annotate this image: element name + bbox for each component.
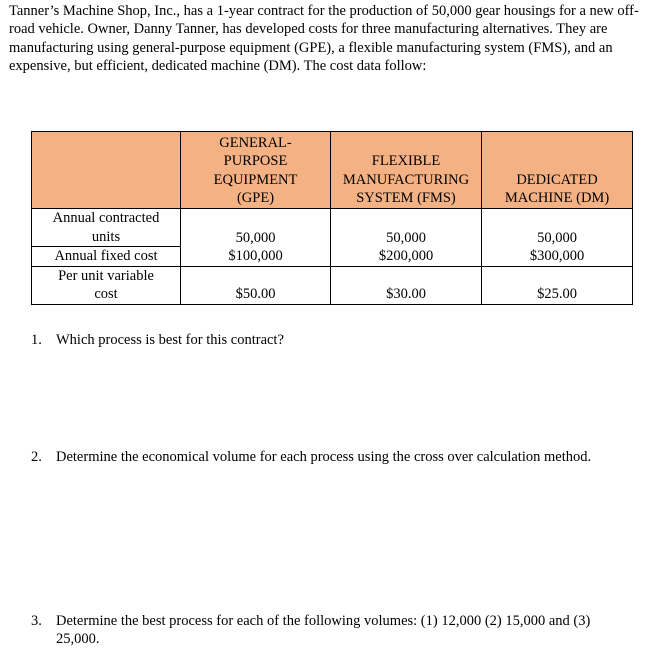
cell-fms-units-fixed: 50,000 $200,000 — [331, 209, 482, 267]
row-label-units: Annual contracted units — [32, 209, 181, 247]
row-label-fixed-cost: Annual fixed cost — [32, 247, 181, 267]
question-3 — [31, 612, 631, 649]
header-fms: FLEXIBLE MANUFACTURING SYSTEM (FMS) — [331, 132, 482, 209]
header-gpe: GENERAL- PURPOSE EQUIPMENT (GPE) — [181, 132, 331, 209]
question-number: 3. — [31, 613, 42, 629]
cell-gpe-units-fixed: 50,000 $100,000 — [181, 209, 331, 267]
cost-data-table — [31, 131, 633, 305]
cell-dm-units-fixed: 50,000 $300,000 — [482, 209, 633, 267]
table-header-row — [32, 132, 633, 209]
cell-gpe-variable: $50.00 — [181, 266, 331, 304]
header-dm: DEDICATED MACHINE (DM) — [482, 132, 633, 209]
header-corner-cell — [32, 132, 181, 209]
table-row-variable-cost — [32, 266, 633, 304]
question-text: Determine the economical volume for each process using the cross over calculation method. — [56, 449, 592, 465]
question-text: Which process is best for this contract? — [56, 332, 284, 348]
question-1 — [31, 331, 631, 349]
question-2 — [31, 448, 631, 466]
cell-fms-variable: $30.00 — [331, 266, 482, 304]
problem-intro: Tanner’s Machine Shop, Inc., has a 1-year contract for the production of 50,000 gear housings for a new off-road vehicle. Owner, Danny Tanner, has developed costs for three manufacturing alternatives. They are manufacturing using general-purpose equipment (GPE), a flexible manufacturing system (FMS), and an expensive, but efficient, dedicated machine (DM). The cost data follow: — [9, 3, 639, 75]
question-number: 1. — [31, 332, 42, 348]
row-label-variable-cost: Per unit variable cost — [32, 266, 181, 304]
question-number: 2. — [31, 449, 42, 465]
cell-dm-variable: $25.00 — [482, 266, 633, 304]
table-row-units — [32, 209, 633, 247]
question-text: Determine the best process for each of the following volumes: (1) 12,000 (2) 15,000 and (3) 25,000. — [56, 613, 591, 648]
